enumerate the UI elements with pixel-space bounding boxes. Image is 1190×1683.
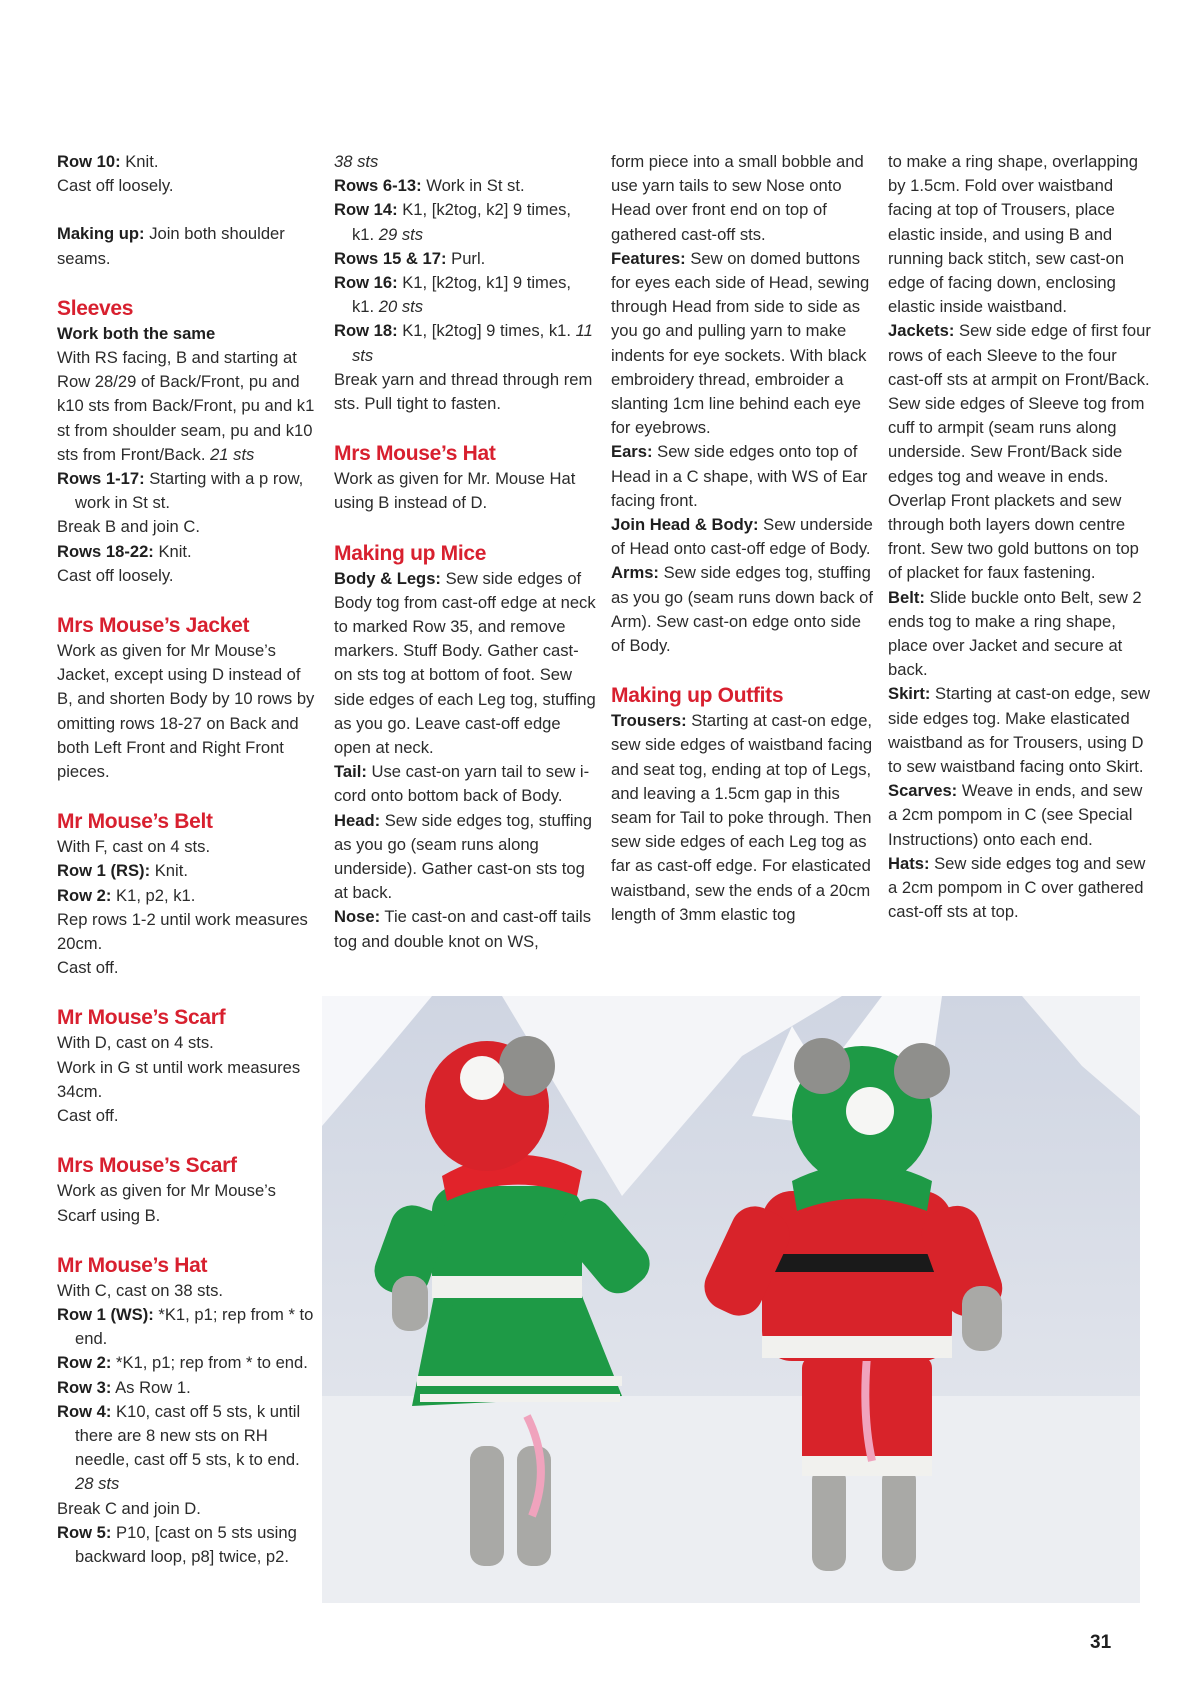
instruction-label: Row 1 (WS): [57, 1304, 154, 1324]
instruction-text: Purl. [446, 248, 486, 268]
instruction-text: K1, [k2tog, k1] 9 times, k1. [352, 273, 572, 317]
spacer [57, 1128, 317, 1152]
instruction-label: Skirt: [888, 684, 931, 704]
pattern-paragraph [57, 639, 317, 784]
pattern-paragraph [57, 1056, 317, 1104]
instruction-text: With F, cast on 4 sts. [57, 837, 211, 857]
instruction-label: Features: [611, 248, 686, 268]
pattern-paragraph [888, 852, 1154, 925]
section-heading: Making up Outfits [611, 684, 784, 708]
spacer [57, 271, 317, 295]
section-heading: Mrs Mouse’s Hat [334, 442, 496, 466]
pattern-paragraph [334, 567, 596, 761]
pattern-paragraph [334, 271, 596, 319]
pattern-paragraph [888, 150, 1154, 319]
instruction-label: Row 2: [57, 885, 112, 905]
instruction-text: Break C and join D. [57, 1498, 201, 1518]
instruction-text: Cast off. [57, 958, 119, 978]
instruction-text: Sew side edges of Body tog from cast-off edge at neck to marked Row 35, and remove markers. Stuff Body. Gather cast-on sts tog at bottom of foot. Sew side edges of each Leg tog, stuffing as you go. Leave cast-off edge open at neck. [334, 568, 596, 758]
pattern-paragraph [57, 1351, 317, 1375]
pattern-paragraph [888, 319, 1154, 585]
instruction-label: Rows 6-13: [334, 176, 422, 196]
hat-pompom [846, 1087, 894, 1135]
pattern-paragraph [611, 247, 877, 441]
pattern-paragraph [57, 1031, 317, 1055]
instruction-text: Work as given for Mr Mouse’s Jacket, except using D instead of B, and shorten Body by 10 rows by omitting rows 18-27 on Back and both Left Front and Right Front pieces. [57, 641, 315, 782]
pattern-paragraph [611, 561, 877, 658]
pattern-paragraph [57, 859, 317, 883]
instruction-text: Cast off. [57, 1106, 119, 1126]
instruction-text: Rep rows 1-2 until work measures 20cm. [57, 909, 308, 954]
pattern-paragraph [334, 319, 596, 367]
spacer [57, 1228, 317, 1252]
text-column-1 [57, 150, 317, 1569]
pattern-paragraph [334, 467, 596, 515]
pattern-paragraph [57, 322, 317, 346]
instruction-label: Row 5: [57, 1522, 112, 1542]
hat-pompom [460, 1056, 504, 1100]
pattern-paragraph [57, 908, 317, 956]
pattern-paragraph [611, 709, 877, 927]
pattern-paragraph [334, 809, 596, 906]
section-heading: Mr Mouse’s Hat [57, 1253, 208, 1277]
instruction-text: With D, cast on 4 sts. [57, 1033, 214, 1053]
pattern-paragraph [57, 835, 317, 859]
spacer [611, 658, 877, 682]
section-heading: Mr Mouse’s Belt [57, 810, 213, 834]
instruction-label: Belt: [888, 587, 925, 607]
instruction-label: Hats: [888, 853, 930, 873]
pattern-paragraph [888, 586, 1154, 683]
pattern-paragraph [57, 1521, 317, 1569]
knitted-mice-photo [322, 996, 1140, 1603]
instruction-text: Use cast-on yarn tail to sew i-cord onto bottom back of Body. [334, 762, 590, 806]
instruction-label: Row 16: [334, 273, 398, 293]
instruction-text: Starting with a p row, work in St st. [75, 469, 304, 513]
pattern-paragraph [57, 150, 317, 174]
instruction-label: Rows 15 & 17: [334, 248, 447, 268]
pattern-paragraph [57, 564, 317, 588]
stitch-count: 38 sts [334, 152, 379, 171]
spacer [57, 980, 317, 1004]
spacer [57, 198, 317, 222]
instruction-label: Head: [334, 810, 381, 830]
instruction-text: Sew side edges tog and sew a 2cm pompom in C over gathered cast-off sts at top. [888, 853, 1146, 922]
instruction-text: With C, cast on 38 sts. [57, 1280, 223, 1300]
instruction-text: Break yarn and thread through rem sts. Pull tight to fasten. [334, 369, 593, 414]
spacer [57, 588, 317, 612]
pattern-paragraph [334, 905, 596, 953]
instruction-label: Row 10: [57, 152, 121, 171]
instruction-text: Cast off loosely. [57, 565, 174, 585]
instruction-text: Starting at cast-on edge, sew side edges tog. Make elasticated waistband as for Trousers, using D to sew waistband facing onto Skirt. [888, 684, 1150, 777]
instruction-label: Row 14: [334, 200, 398, 220]
pattern-paragraph [57, 346, 317, 467]
pattern-paragraph [57, 515, 317, 539]
pattern-paragraph [334, 247, 596, 271]
instruction-label: Row 1 (RS): [57, 861, 151, 881]
pattern-paragraph [57, 884, 317, 908]
stitch-count: 29 sts [378, 224, 424, 244]
pattern-paragraph [888, 779, 1154, 852]
pattern-paragraph [57, 222, 317, 270]
pattern-paragraph [57, 540, 317, 564]
instruction-text: Work in G st until work measures 34cm. [57, 1057, 301, 1101]
instruction-text: Sew side edges tog, stuffing as you go (seam runs down back of Arm). Sew cast-on edge onto side of Body. [611, 563, 873, 656]
spacer [57, 784, 317, 808]
instruction-label: Trousers: [611, 711, 687, 731]
instruction-text: K1, [k2tog] 9 times, k1. [397, 321, 576, 341]
instruction-text: Sew side edges onto top of Head in a C shape, with WS of Ear facing front. [611, 442, 868, 510]
instruction-label: Jackets: [888, 321, 955, 341]
text-column-4 [888, 150, 1154, 925]
belt [762, 1254, 952, 1272]
instruction-label: Rows 1-17: [57, 469, 145, 489]
instruction-text: Slide buckle onto Belt, sew 2 ends tog to make a ring shape, place over Jacket and secure at back. [888, 587, 1142, 680]
instruction-text: Work in St st. [421, 176, 525, 196]
instruction-text: Work as given for Mr. Mouse Hat using B instead of D. [334, 469, 576, 513]
pattern-paragraph [334, 150, 596, 174]
instruction-label: Making up: [57, 224, 145, 244]
section-heading: Mr Mouse’s Scarf [57, 1006, 226, 1030]
instruction-label: Row 18: [334, 321, 398, 341]
instruction-label: Scarves: [888, 781, 958, 801]
instruction-text: Knit. [120, 152, 159, 171]
instruction-text: Sew on domed buttons for eyes each side of Head, sewing through Head from side to side as you go and pulling yarn to make indents for eye sockets. With black embroidery thread, embroider a slanting 1cm line behind each eye for eyebrows. [611, 248, 870, 438]
instruction-label: Join Head & Body: [611, 515, 759, 535]
instruction-label: Rows 18-22: [57, 541, 154, 561]
instruction-label: Tail: [334, 762, 367, 782]
instruction-text: K10, cast off 5 sts, k until there are 8 new sts on RH needle, cast off 5 sts, k to end. [75, 1401, 301, 1470]
instruction-text: Cast off loosely. [57, 176, 174, 196]
pattern-paragraph [334, 198, 596, 246]
section-heading: Making up Mice [334, 541, 487, 565]
instruction-text: form piece into a small bobble and use yarn tails to sew Nose onto Head over front end on top of gathered cast-off sts. [611, 152, 864, 244]
instruction-label: Row 3: [57, 1377, 112, 1397]
instruction-label: Work both the same [57, 323, 216, 343]
pattern-paragraph [888, 682, 1154, 779]
text-column-2 [334, 150, 596, 954]
instruction-text: Sew side edge of first four rows of each Sleeve to the four cast-off sts at armpit on Front/Back. Sew side edges of Sleeve tog from cuff to armpit (seam runs along underside. Sew Front/Back side edges tog and weave in ends. Overlap Front plackets and sew through both layers down centre front. Sew two gold buttons on top of placket for faux fastening. [888, 321, 1151, 583]
instruction-label: Arms: [611, 563, 659, 583]
instruction-text: With RS facing, B and starting at Row 28/29 of Back/Front, pu and k10 sts from Back/Front, pu and k1 st from shoulder seam, pu and k10 sts from Front/Back. [57, 348, 315, 464]
instruction-label: Ears: [611, 442, 653, 462]
instruction-label: Body & Legs: [334, 568, 441, 588]
spacer [334, 516, 596, 540]
pattern-paragraph [611, 513, 877, 561]
instruction-text: Sew side edges tog, stuffing as you go (seam runs along underside). Gather cast-on sts tog at back. [334, 810, 592, 903]
pattern-paragraph [611, 440, 877, 513]
stitch-count: 20 sts [378, 297, 424, 317]
instruction-text: *K1, p1; rep from * to end. [75, 1304, 314, 1349]
instruction-label: Nose: [334, 907, 381, 927]
instruction-text: Work as given for Mr Mouse’s Scarf using B. [57, 1181, 276, 1225]
section-heading: Mrs Mouse’s Jacket [57, 614, 250, 638]
instruction-text: As Row 1. [111, 1377, 191, 1397]
instruction-text: K1, [k2tog, k2] 9 times, k1. [352, 200, 572, 244]
stitch-count: 21 sts [210, 444, 255, 464]
stitch-count: 28 sts [75, 1474, 120, 1494]
pattern-paragraph [57, 956, 317, 980]
instruction-text: Starting at cast-on edge, sew side edges of waistband facing and seat tog, ending at top of Legs, and leaving a 1.5cm gap in this seam for Tail to poke through. Then sew side edges of each Leg tog as far as cast-off edge. For elasticated waistband, sew the ends of a 20cm length of 3mm elastic tog [611, 711, 873, 924]
section-heading: Sleeves [57, 296, 134, 320]
instruction-text: Knit. [150, 861, 188, 881]
pattern-paragraph [57, 1400, 317, 1497]
pattern-paragraph [334, 760, 596, 808]
page-number: 31 [1090, 1632, 1112, 1653]
pattern-paragraph [57, 174, 317, 198]
pattern-paragraph [57, 1104, 317, 1128]
spacer [334, 416, 596, 440]
instruction-text: Knit. [153, 541, 192, 561]
instruction-text: *K1, p1; rep from * to end. [111, 1353, 308, 1373]
pattern-paragraph [57, 1279, 317, 1303]
instruction-text: Tie cast-on and cast-off tails tog and double knot on WS, [334, 907, 592, 951]
pattern-paragraph [57, 1376, 317, 1400]
pattern-paragraph [334, 174, 596, 198]
instruction-text: K1, p2, k1. [111, 885, 196, 905]
pattern-paragraph [57, 1179, 317, 1227]
pattern-paragraph [57, 467, 317, 515]
section-heading: Mrs Mouse’s Scarf [57, 1154, 237, 1178]
stitch-count: 11 sts [352, 321, 593, 365]
pattern-paragraph [57, 1303, 317, 1351]
instruction-text: to make a ring shape, overlapping by 1.5cm. Fold over waistband facing at top of Trousers, place elastic inside, and using B and running back stitch, sew cast-on edge of facing down, enclosing elastic inside waistband. [888, 152, 1138, 317]
instruction-text: Weave in ends, and sew a 2cm pompom in C (see Special Instructions) onto each end. [888, 781, 1143, 849]
instruction-label: Row 2: [57, 1353, 112, 1373]
instruction-text: P10, [cast on 5 sts using backward loop, p8] twice, p2. [75, 1522, 297, 1566]
pattern-paragraph [57, 1497, 317, 1521]
instruction-text: Break B and join C. [57, 517, 200, 537]
instruction-label: Row 4: [57, 1401, 112, 1421]
pattern-paragraph [334, 368, 596, 416]
pattern-paragraph [611, 150, 877, 247]
instruction-text: Join both shoulder seams. [57, 224, 285, 268]
instruction-text: Sew underside of Head onto cast-off edge of Body. [611, 515, 873, 559]
text-column-3 [611, 150, 877, 927]
